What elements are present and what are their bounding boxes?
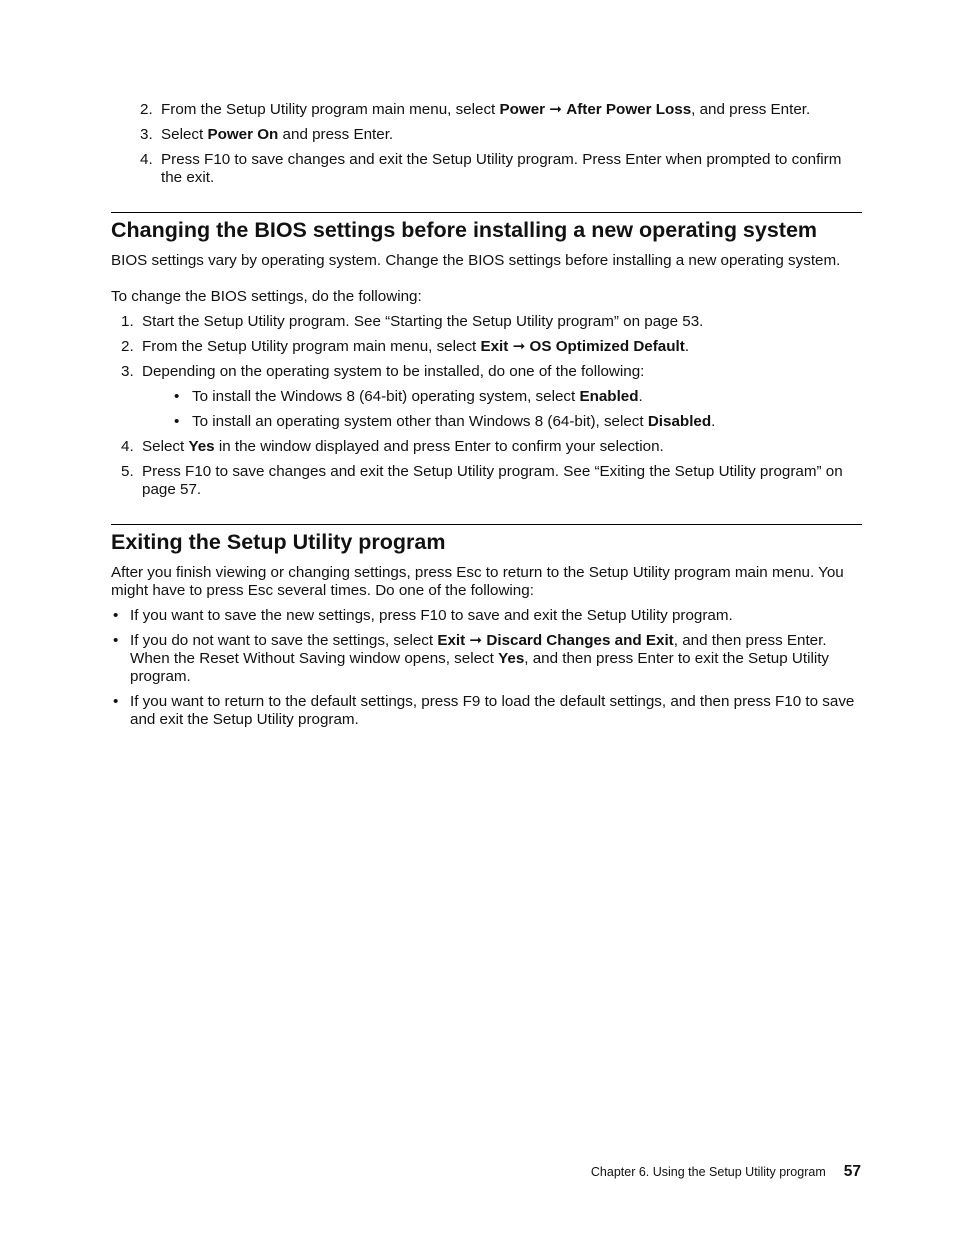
list-item: • To install the Windows 8 (64-bit) operating system, select Enabled. xyxy=(174,388,643,405)
exit-section xyxy=(111,524,862,729)
section-lead: To change the BIOS settings, do the following: xyxy=(111,288,422,305)
list-item: 4. Press F10 to save changes and exit the Setup Utility program. Press Enter when prompted to confirm the exit. xyxy=(140,151,842,186)
bullet-icon: • xyxy=(113,693,119,710)
section-intro: BIOS settings vary by operating system. Change the BIOS settings before installing a new operating system. xyxy=(111,252,841,269)
arrow-icon: ➞ xyxy=(469,632,483,649)
list-item: 4. Select Yes in the window displayed and press Enter to confirm your selection. xyxy=(121,438,664,455)
bullet-icon: • xyxy=(113,607,119,624)
list-item: • If you want to save the new settings, press F10 to save and exit the Setup Utility program. xyxy=(113,607,733,624)
step-number: 3. xyxy=(140,126,153,143)
bullet-icon: • xyxy=(174,413,180,430)
step-number: 4. xyxy=(140,151,153,168)
list-item: • To install an operating system other than Windows 8 (64-bit), select Disabled. xyxy=(174,413,716,430)
list-item: 2. From the Setup Utility program main menu, select Power ➞ After Power Loss, and press Enter. xyxy=(140,101,811,118)
bios-section xyxy=(111,212,862,499)
step-number: 2. xyxy=(140,101,153,118)
list-item: 3. Select Power On and press Enter. xyxy=(140,126,394,143)
step-number: 2. xyxy=(121,338,134,355)
step-number: 1. xyxy=(121,313,134,330)
list-item: 3. Depending on the operating system to be installed, do one of the following: • To install the Windows 8 (64-bit) operating system, select Enabled. • To install an operating system other than Windows 8 (64-bit), select Disabled. xyxy=(111,363,862,431)
sub-bullets xyxy=(142,388,862,431)
list-item: 2. From the Setup Utility program main menu, select Exit ➞ OS Optimized Default. xyxy=(121,338,690,355)
bullet-icon: • xyxy=(174,388,180,405)
step-number: 5. xyxy=(121,463,134,480)
list-item: • If you do not want to save the settings, select Exit ➞ Discard Changes and Exit, and then press Enter. When the Reset Without Saving window opens, select Yes, and then press Enter to exit the Setup Utility program. xyxy=(113,632,830,685)
section-heading: Exiting the Setup Utility program xyxy=(111,530,446,554)
page-footer xyxy=(591,1163,861,1181)
list-item: • If you want to return to the default settings, press F9 to load the default settings, and then press F10 to save and exit the Setup Utility program. xyxy=(113,693,855,728)
arrow-icon: ➞ xyxy=(549,101,563,118)
page-number: 57 xyxy=(843,1163,861,1180)
bios-steps xyxy=(111,313,862,499)
intro-steps xyxy=(111,101,862,187)
step-number: 4. xyxy=(121,438,134,455)
chapter-label: Chapter 6. Using the Setup Utility program xyxy=(590,1165,826,1179)
section-intro: After you finish viewing or changing settings, press Esc to return to the Setup Utility program main menu. You might have to press Esc several times. Do one of the following: xyxy=(111,564,844,599)
step-number: 3. xyxy=(121,363,134,380)
section-heading: Changing the BIOS settings before installing a new operating system xyxy=(111,218,818,242)
document-page xyxy=(111,101,862,729)
list-item: 5. Press F10 to save changes and exit the Setup Utility program. See “Exiting the Setup Utility program” on page 57. xyxy=(121,463,843,498)
exit-bullets xyxy=(111,607,862,729)
bullet-icon: • xyxy=(113,632,119,649)
arrow-icon: ➞ xyxy=(512,338,526,355)
list-item: 1. Start the Setup Utility program. See “Starting the Setup Utility program” on page 53. xyxy=(121,313,704,330)
